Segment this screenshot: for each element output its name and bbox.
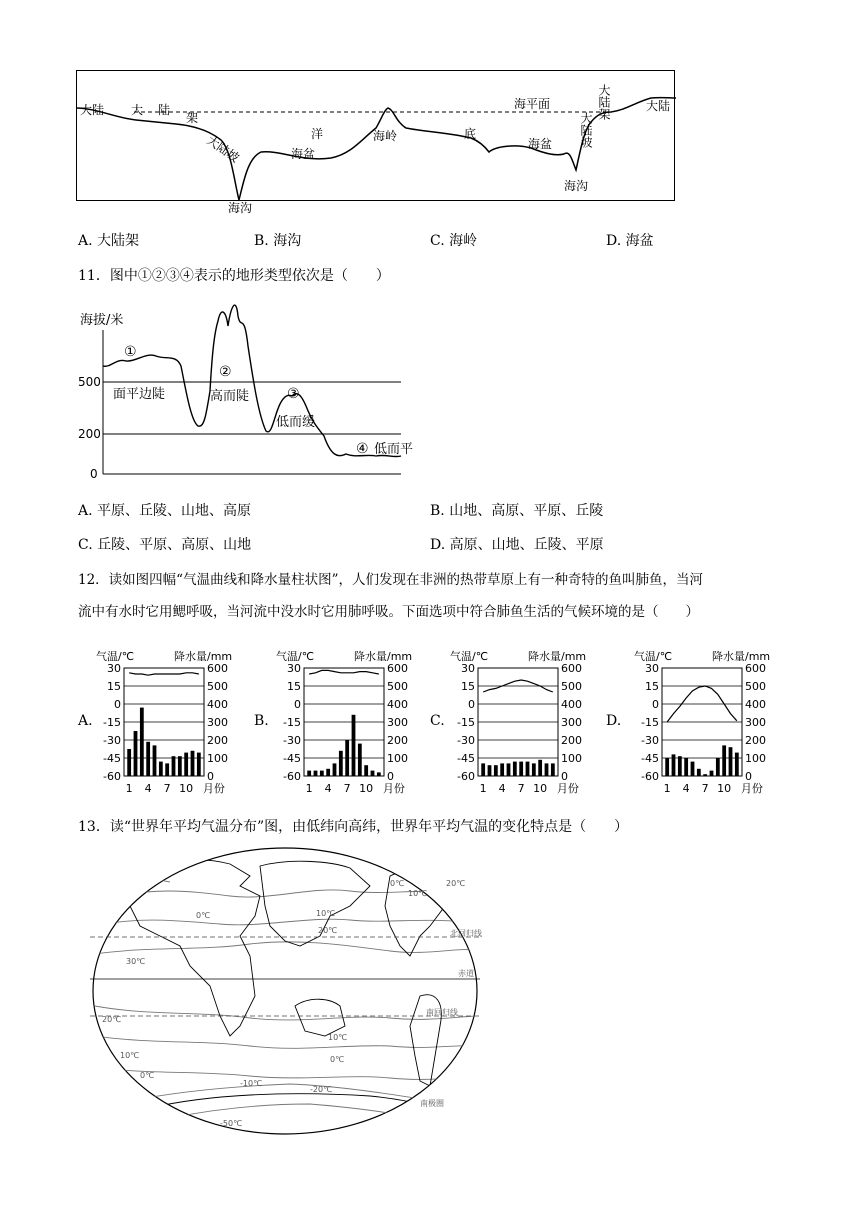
temp-tick: 15 — [645, 680, 659, 693]
temp-tick: -60 — [457, 770, 475, 783]
label-trench-right: 海沟 — [564, 179, 589, 193]
precip-tick: 0 — [745, 770, 752, 783]
month-tick: 7 — [701, 782, 709, 795]
precip-bar-2 — [488, 765, 492, 776]
precip-axis-label: 降水量/mm — [528, 650, 587, 663]
temp-tick: 0 — [114, 698, 121, 711]
precip-bar-3 — [320, 771, 324, 776]
precip-tick: 400 — [207, 698, 228, 711]
precip-tick: 100 — [207, 752, 228, 765]
map-label-0: 0℃ — [196, 911, 211, 920]
annotation-2: 高而陡 — [210, 389, 250, 404]
month-unit: 月份 — [740, 782, 763, 795]
q11-option-b[interactable]: B. 山地、高原、平原、丘陵 — [430, 503, 604, 519]
temp-tick: -30 — [641, 734, 659, 747]
temp-tick: -30 — [103, 734, 121, 747]
precip-bar-8 — [526, 762, 530, 776]
precip-bar-10 — [364, 765, 368, 776]
label-ocean: 洋 — [311, 127, 324, 141]
label-shelf-right: 大陆架 — [597, 84, 611, 120]
precip-bar-4 — [326, 769, 330, 776]
month-unit: 月份 — [382, 782, 405, 795]
map-label-tropic-capricorn: 南回归线 — [426, 1008, 458, 1017]
temp-tick: 0 — [652, 698, 659, 711]
climate-chart-c[interactable] — [448, 638, 598, 798]
map-label-1: 10℃ — [316, 909, 336, 918]
q11-option-a[interactable]: A. 平原、丘陵、山地、高原 — [78, 503, 252, 519]
precip-bar-5 — [153, 745, 157, 776]
temp-tick: -15 — [103, 716, 121, 729]
precip-axis-label: 降水量/mm — [712, 650, 771, 663]
temp-tick: -15 — [641, 716, 659, 729]
q10-option-c[interactable]: C. 海岭 — [430, 233, 478, 249]
label-continent-right: 大陆 — [646, 99, 671, 113]
label-continent-left: 大陆 — [80, 103, 105, 117]
month-tick: 7 — [517, 782, 525, 795]
precip-bar-5 — [333, 763, 337, 776]
map-label-13: -10℃ — [240, 1079, 263, 1088]
terrain-ylabel: 海拔/米 — [80, 313, 124, 328]
precip-tick: 500 — [207, 680, 228, 693]
map-label-2: 20℃ — [318, 926, 338, 935]
q12-stem-line2: 流中有水时它用鳃呼吸，当河流中没水时它用肺呼吸。下面选项中符合肺鱼生活的气候环境的是（ ） — [78, 604, 699, 620]
q11-option-c[interactable]: C. 丘陵、平原、高原、山地 — [78, 537, 252, 553]
q10-option-d[interactable]: D. 海盆 — [606, 233, 654, 249]
annotation-3: 低而缓 — [276, 415, 316, 430]
precip-bar-2 — [672, 754, 676, 776]
q12-option-a-letter[interactable]: A. — [78, 713, 93, 729]
precip-bar-10 — [538, 760, 542, 776]
label-trench-left: 海沟 — [228, 201, 253, 215]
precip-bar-12 — [735, 753, 739, 776]
precip-bar-8 — [710, 771, 714, 776]
precip-tick: 200 — [207, 734, 228, 747]
precip-tick: 100 — [387, 752, 408, 765]
precip-bar-2 — [134, 731, 138, 776]
q12-option-d-letter[interactable]: D. — [606, 713, 622, 729]
map-label-tropic-cancer: 北回归线 — [450, 929, 482, 938]
temp-tick: 30 — [287, 662, 301, 675]
temperature-curve — [129, 673, 199, 675]
precip-tick: 200 — [745, 734, 766, 747]
month-tick: 1 — [479, 782, 487, 795]
map-label-equator: 赤道 — [458, 969, 474, 978]
temperature-curve — [309, 670, 379, 674]
month-tick: 10 — [717, 782, 732, 795]
label-shelf-left-1: 大 — [131, 103, 144, 117]
month-tick: 1 — [125, 782, 133, 795]
map-label-10: 20℃ — [102, 1015, 122, 1024]
q11-stem: 11．图中①②③④表示的地形类型依次是（ ） — [78, 268, 390, 284]
q12-option-b-letter[interactable]: B. — [254, 713, 269, 729]
precip-tick: 300 — [387, 716, 408, 729]
map-label-16: 10℃ — [328, 1033, 348, 1042]
label-basin-left: 海盆 — [291, 147, 316, 161]
precip-bar-11 — [191, 751, 195, 776]
precip-bar-3 — [678, 756, 682, 776]
mark-3: ③ — [287, 386, 300, 402]
map-label-17: 0℃ — [330, 1055, 345, 1064]
temp-tick: -45 — [641, 752, 659, 765]
month-tick: 1 — [305, 782, 313, 795]
precip-bar-10 — [722, 745, 726, 776]
annotation-4: 低而平 — [374, 442, 414, 457]
precip-bar-5 — [691, 762, 695, 776]
temp-axis-label: 气温/℃ — [276, 650, 315, 663]
temp-tick: -45 — [103, 752, 121, 765]
climate-chart-d[interactable] — [632, 636, 782, 798]
precip-axis-label: 降水量/mm — [174, 650, 233, 663]
precip-bar-10 — [184, 753, 188, 776]
precip-bar-4 — [500, 763, 504, 776]
world-temperature-map — [90, 846, 480, 1136]
temp-axis-label: 气温/℃ — [96, 650, 135, 663]
month-tick: 7 — [343, 782, 351, 795]
temp-tick: 0 — [294, 698, 301, 711]
precip-bar-12 — [377, 772, 381, 776]
precip-bar-6 — [339, 751, 343, 776]
precip-tick: 600 — [207, 662, 228, 675]
month-tick: 4 — [144, 782, 152, 795]
tick-0: 0 — [90, 467, 98, 481]
map-label-4: 20℃ — [446, 879, 466, 888]
precip-tick: 300 — [207, 716, 228, 729]
label-sea-level: 海平面 — [514, 97, 551, 111]
precip-bar-1 — [665, 758, 669, 776]
temp-axis-label: 气温/℃ — [634, 650, 673, 663]
map-label-15: -50℃ — [220, 1119, 243, 1128]
label-slope-right: 大陆坡 — [579, 112, 593, 148]
precip-bar-11 — [545, 763, 549, 776]
map-label-11: 10℃ — [120, 1051, 140, 1060]
q13-stem: 13．读“世界年平均气温分布”图，由低纬向高纬，世界年平均气温的变化特点是（ ） — [78, 819, 629, 835]
precip-bar-8 — [172, 756, 176, 776]
temp-tick: -30 — [283, 734, 301, 747]
precip-bar-6 — [697, 769, 701, 776]
precip-tick: 500 — [561, 680, 582, 693]
precip-bar-7 — [703, 774, 707, 776]
temp-tick: 15 — [461, 680, 475, 693]
label-shelf-left-2: 陆 — [158, 103, 171, 117]
label-floor: 底 — [464, 127, 477, 141]
annotation-1: 面平边陡 — [113, 387, 166, 402]
precip-tick: 600 — [745, 662, 766, 675]
temp-tick: -60 — [641, 770, 659, 783]
map-label-5: 10℃ — [408, 889, 428, 898]
temp-tick: 30 — [107, 662, 121, 675]
terrain-profile-chart — [76, 296, 414, 486]
precip-tick: 0 — [207, 770, 214, 783]
q12-stem-line1: 12．读如图四幅“气温曲线和降水量柱状图”，人们发现在非洲的热带草原上有一种奇特的鱼叫肺鱼，当河 — [78, 572, 703, 588]
precip-tick: 300 — [745, 716, 766, 729]
q10-option-a[interactable]: A. 大陆架 — [78, 233, 140, 249]
precip-tick: 400 — [387, 698, 408, 711]
tick-200: 200 — [78, 427, 101, 441]
month-unit: 月份 — [202, 782, 225, 795]
temp-tick: -15 — [283, 716, 301, 729]
label-ridge: 海岭 — [373, 129, 398, 143]
month-tick: 10 — [179, 782, 194, 795]
month-tick: 7 — [163, 782, 171, 795]
map-label-3: 30℃ — [126, 957, 146, 966]
precip-bar-3 — [494, 765, 498, 776]
temp-tick: -45 — [457, 752, 475, 765]
precip-bar-11 — [371, 771, 375, 776]
temp-tick: 15 — [107, 680, 121, 693]
temp-tick: -15 — [457, 716, 475, 729]
climate-chart-b[interactable] — [274, 648, 424, 798]
precip-bar-3 — [140, 708, 144, 776]
precip-tick: 300 — [561, 716, 582, 729]
month-unit: 月份 — [556, 782, 579, 795]
ocean-floor-profile — [76, 70, 676, 215]
q11-option-d[interactable]: D. 高原、山地、丘陵、平原 — [430, 537, 604, 553]
precip-bar-4 — [684, 758, 688, 776]
precip-bar-7 — [345, 740, 349, 776]
month-tick: 4 — [498, 782, 506, 795]
temp-tick: -30 — [457, 734, 475, 747]
precip-bar-8 — [352, 715, 356, 776]
q12-option-c-letter[interactable]: C. — [430, 713, 445, 729]
temp-axis-label: 气温/℃ — [450, 650, 489, 663]
precip-tick: 600 — [387, 662, 408, 675]
temp-tick: -60 — [283, 770, 301, 783]
precip-bar-2 — [314, 771, 318, 776]
temp-tick: 15 — [287, 680, 301, 693]
precip-bar-9 — [716, 758, 720, 776]
temp-tick: 30 — [461, 662, 475, 675]
precip-tick: 0 — [387, 770, 394, 783]
label-slope-left: 大陆坡 — [204, 132, 242, 166]
precip-bar-4 — [146, 742, 150, 776]
precip-bar-6 — [159, 762, 163, 776]
precip-bar-6 — [513, 762, 517, 776]
tick-500: 500 — [78, 375, 101, 389]
month-tick: 1 — [663, 782, 671, 795]
precip-bar-12 — [551, 763, 555, 776]
precip-tick: 200 — [387, 734, 408, 747]
precip-tick: 200 — [561, 734, 582, 747]
precip-bar-7 — [165, 763, 169, 776]
precip-bar-9 — [178, 756, 182, 776]
map-label-antarctic-circle: 南极圈 — [420, 1099, 444, 1108]
precip-bar-5 — [507, 763, 511, 776]
climate-chart-a[interactable] — [94, 628, 244, 798]
month-tick: 10 — [533, 782, 548, 795]
precip-tick: 100 — [745, 752, 766, 765]
temp-tick: -60 — [103, 770, 121, 783]
precip-axis-label: 降水量/mm — [354, 650, 413, 663]
mark-1: ① — [124, 344, 137, 360]
temp-tick: 30 — [645, 662, 659, 675]
precip-tick: 600 — [561, 662, 582, 675]
precip-bar-9 — [532, 763, 536, 776]
q10-option-b[interactable]: B. 海沟 — [254, 233, 302, 249]
precip-bar-1 — [307, 771, 311, 776]
precip-bar-1 — [481, 763, 485, 776]
label-basin-right: 海盆 — [528, 137, 553, 151]
month-tick: 4 — [682, 782, 690, 795]
temp-tick: 0 — [468, 698, 475, 711]
precip-bar-1 — [127, 749, 131, 776]
map-label-6: 0℃ — [390, 879, 405, 888]
map-label-12: 0℃ — [140, 1071, 155, 1080]
precip-bar-7 — [519, 762, 523, 776]
map-label-14: -20℃ — [310, 1085, 333, 1094]
precip-bar-11 — [729, 747, 733, 776]
precip-tick: 0 — [561, 770, 568, 783]
month-tick: 4 — [324, 782, 332, 795]
precip-tick: 100 — [561, 752, 582, 765]
mark-4: ④ — [356, 441, 369, 457]
temp-tick: -45 — [283, 752, 301, 765]
precip-bar-12 — [197, 753, 201, 776]
mark-2: ② — [219, 364, 232, 380]
precip-bar-9 — [358, 744, 362, 776]
precip-tick: 500 — [745, 680, 766, 693]
precip-tick: 400 — [745, 698, 766, 711]
precip-tick: 500 — [387, 680, 408, 693]
precip-tick: 400 — [561, 698, 582, 711]
label-shelf-left-3: 架 — [186, 111, 199, 125]
month-tick: 10 — [359, 782, 374, 795]
